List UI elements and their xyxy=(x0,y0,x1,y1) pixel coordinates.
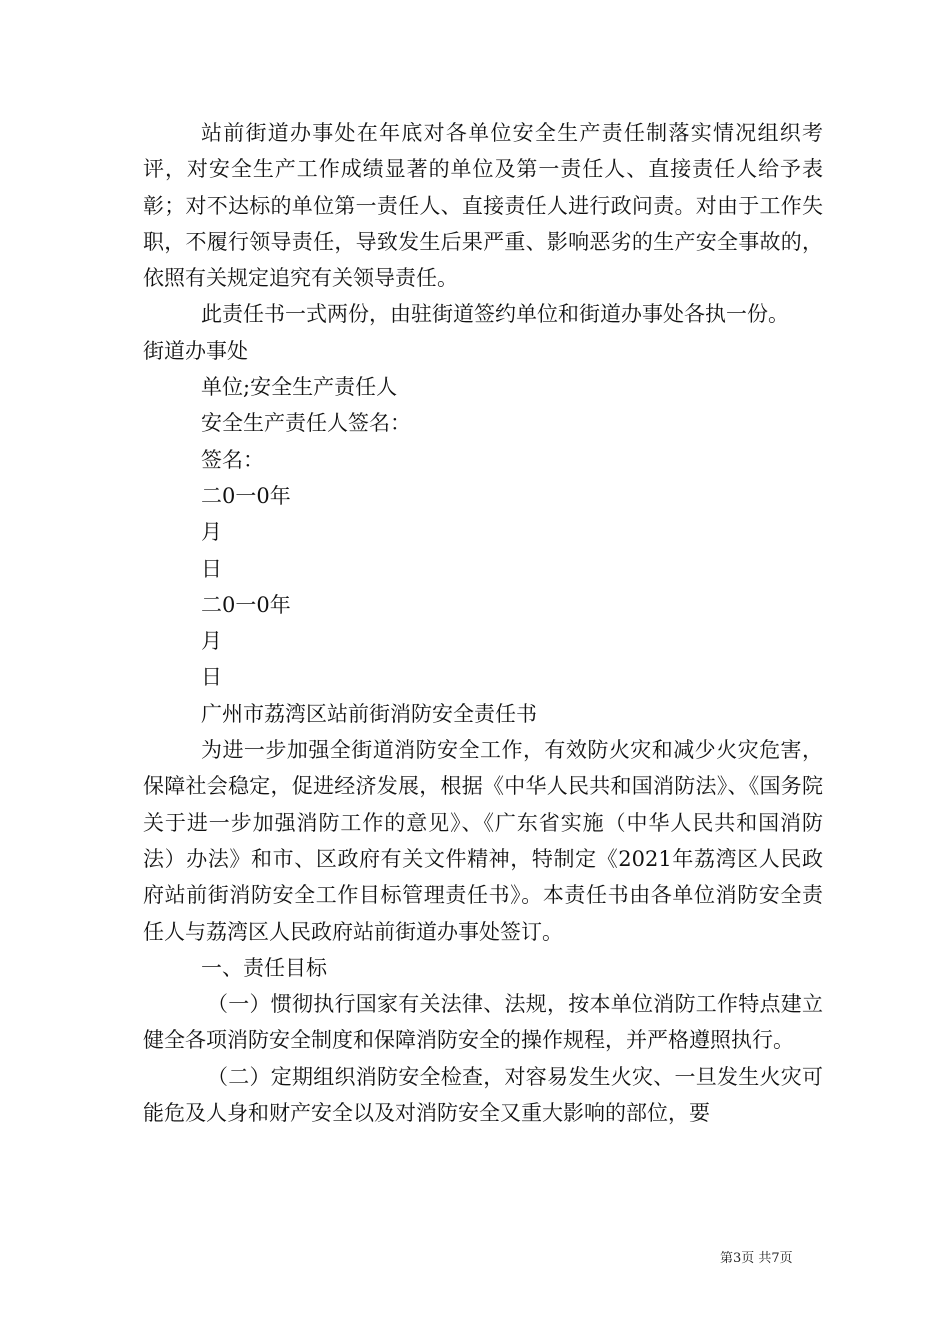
paragraph-copies: 此责任书一式两份，由驻街道签约单位和街道办事处各执一份。 xyxy=(201,302,789,327)
date-month-1: 月 xyxy=(201,520,222,545)
signature-responsible: 安全生产责任人签名： xyxy=(201,411,411,436)
signature-office: 街道办事处 xyxy=(143,338,248,363)
signature-unit-label: 单位;安全生产责任人 xyxy=(201,375,398,400)
date-year-1: 二0一0年 xyxy=(201,483,291,508)
signature-sign: 签名： xyxy=(201,447,264,472)
list-item: （二）定期组织消防安全检查，对容易发生火灾、一旦发生火灾可能危及人身和财产安全以及对消防安全又重大影响的部位，要 xyxy=(143,1064,823,1126)
date-year-2: 二0一0年 xyxy=(201,592,291,617)
document-title: 广州市荔湾区站前街消防安全责任书 xyxy=(201,701,537,726)
document-body xyxy=(143,115,823,1131)
date-day-1: 日 xyxy=(201,556,222,581)
list-item: （一）惯彻执行国家有关法律、法规，按本单位消防工作特点建立健全各项消防安全制度和保障消防安全的操作规程，并严格遵照执行。 xyxy=(143,992,823,1053)
paragraph-preamble: 为进一步加强全街道消防安全工作，有效防火灾和减少火灾危害，保障社会稳定，促进经济发展，根据《中华人民共和国消防法》、《国务院关于进一步加强消防工作的意见》、《广东省实施（中华人民共和国消防法）办法》和市、区政府有关文件精神，特制定《2021年荔湾区人民政府站前街消防安全工作目标管理责任书》。本责任书由各单位消防安全责任人与荔湾区人民政府站前街道办事处签订。 xyxy=(143,738,823,944)
date-day-2: 日 xyxy=(201,665,222,690)
date-month-2: 月 xyxy=(201,629,222,654)
page-number: 第3页 共7页 xyxy=(720,1251,793,1266)
section-heading: 一、责任目标 xyxy=(201,955,327,980)
paragraph-evaluation: 站前街道办事处在年底对各单位安全生产责任制落实情况组织考评，对安全生产工作成绩显著的单位及第一责任人、直接责任人给予表彰；对不达标的单位第一责任人、直接责任人进行政问责。对由于工作失职，不履行领导责任，导致发生后果严重、影响恶劣的生产安全事故的，依照有关规定追究有关领导责任。 xyxy=(143,121,823,291)
